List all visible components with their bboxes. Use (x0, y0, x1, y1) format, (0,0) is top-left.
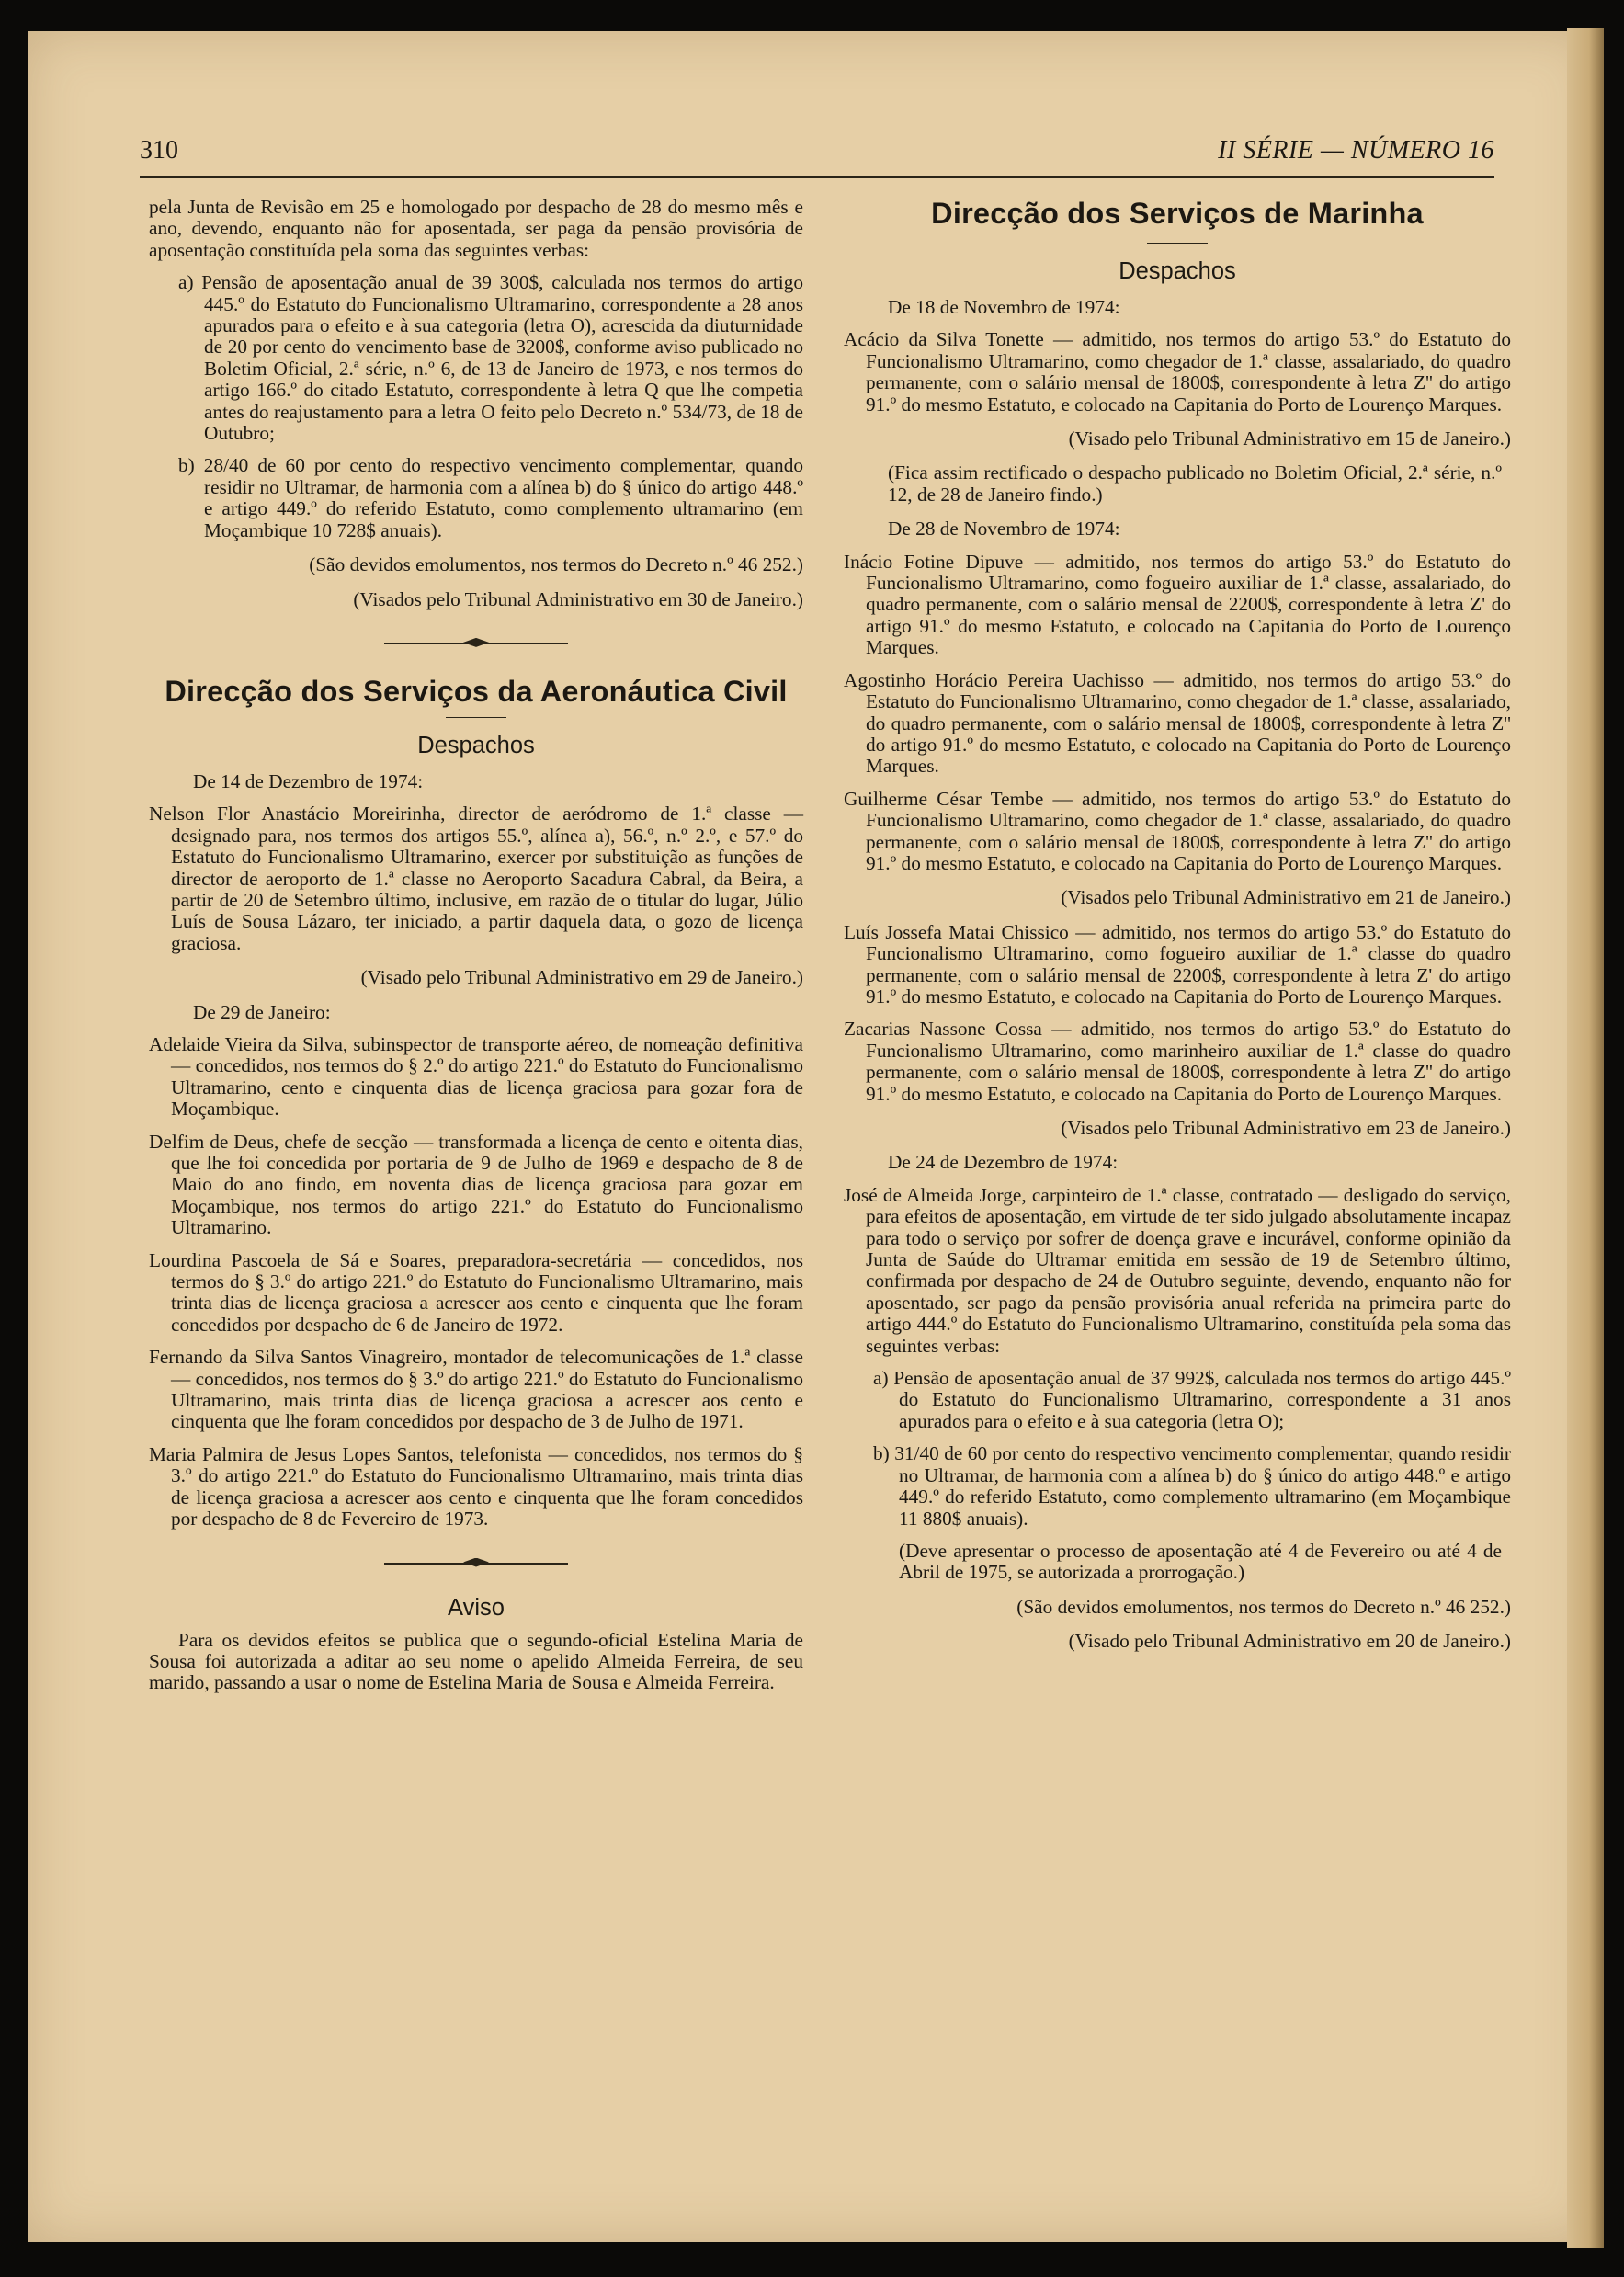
aviso-text: Para os devidos efeitos se publica que o segundo-oficial Estelina Maria de Sousa foi autorizada a aditar ao seu nome o apelido Almeida Ferreira, de seu marido, passando a usar o nome de Estelina Maria de Sousa e Almeida Ferreira. (149, 1628, 803, 1694)
despacho-entry: Maria Palmira de Jesus Lopes Santos, telefonista — concedidos, nos termos do § 3.º do artigo 221.º do Estatuto do Funcionalismo Ultramarino, mais trinta dias de licença graciosa a acrescer aos cento e cinquenta que lhe foram concedidos por despacho de 8 de Fevereiro de 1973. (149, 1442, 803, 1531)
date-line: De 18 de Novembro de 1974: (888, 296, 1120, 318)
despacho-entry: Fernando da Silva Santos Vinagreiro, montador de telecomunicações de 1.ª classe — concedidos, nos termos do § 3.º do artigo 221.º do Estatuto do Funcionalismo Ultramarino, mais trinta dias de licença graciosa a acrescer aos cento e cinquenta que lhe foram concedidos por despacho de 3 de Julho de 1971. (149, 1346, 803, 1433)
section-title-aeronautica: Direcção dos Serviços da Aeronáutica Civil (165, 674, 788, 708)
title-rule (1147, 243, 1208, 244)
despacho-entry: Inácio Fotine Dipuve — admitido, nos termos do artigo 53.º do Estatuto do Funcionalismo Ultramarino, como fogueiro auxiliar de 1.ª classe, assalariado, do quadro permanente, com o salário mensal de 2200$, correspondente à letra Z' do artigo 91.º do mesmo Estatuto, e colocado na Capitania do Porto de Lourenço Marques. (844, 550, 1511, 659)
deadline-note: (Deve apresentar o processo de aposentação até 4 de Fevereiro ou até 4 de Abril de 1975, se autorizada a prorrogação.) (899, 1539, 1502, 1584)
visado-note: (Visado pelo Tribunal Administrativo em 29 de Janeiro.) (360, 966, 803, 989)
visados-note: (Visados pelo Tribunal Administrativo em 30 de Janeiro.) (353, 587, 803, 610)
pension-intro: pela Junta de Revisão em 25 e homologado por despacho de 28 do mesmo mês e ano, devendo, enquanto não for aposentada, ser paga da pensão provisória de aposentação constituída pela soma das seguintes verbas: (149, 196, 803, 261)
despacho-entry: Guilherme César Tembe — admitido, nos termos do artigo 53.º do Estatuto do Funcionalismo Ultramarino, como chegador de 1.ª classe, assalariado, do quadro permanente, com o salário mensal de 1800$, correspondente à letra Z'' do artigo 91.º do mesmo Estatuto, e colocado na Capitania do Porto de Lourenço Marques. (844, 787, 1511, 874)
emolumentos-note: (São devidos emolumentos, nos termos do Decreto n.º 46 252.) (1016, 1595, 1511, 1618)
date-line: De 24 de Dezembro de 1974: (888, 1151, 1119, 1174)
visado-note: (Visado pelo Tribunal Administrativo em 15 de Janeiro.) (1068, 427, 1511, 450)
pension-item-b: b) 31/40 de 60 por cento do respectivo vencimento complementar, quando residir no Ultramar, de harmonia com a alínea b) do § único do artigo 448.º e artigo 449.º do referido Estatuto, como complemento ultramarino (em Moçambique 11 880$ anuais). (873, 1442, 1511, 1530)
pension-item-a: a) Pensão de aposentação anual de 37 992$, calculada nos termos do artigo 445.º do Estatuto do Funcionalismo Ultramarino, correspondente a 31 anos apurados para o efeito e à sua categoria (letra O); (873, 1367, 1511, 1432)
emolumentos-note: (São devidos emolumentos, nos termos do Decreto n.º 46 252.) (309, 553, 803, 576)
despacho-entry: Acácio da Silva Tonette — admitido, nos termos do artigo 53.º do Estatuto do Funcionalismo Ultramarino, como chegador de 1.ª classe, assalariado, do quadro permanente, com o salário mensal de 1800$, correspondente à letra Z'' do artigo 91.º do mesmo Estatuto, e colocado na Capitania do Porto de Lourenço Marques. (844, 328, 1511, 416)
pension-item-a: a) Pensão de aposentação anual de 39 300$, calculada nos termos do artigo 445.º do Estatuto do Funcionalismo Ultramarino, correspondente a 28 anos apurados para o efeito e à sua categoria (letra O), acrescida da diuturnidade de 20 por cento do vencimento base de 3200$, conforme aviso publicado no Boletim Oficial, 2.ª série, n.º 6, de 13 de Janeiro de 1973, e nos termos do artigo 166.º do citado Estatuto, correspondente à letra Q que lhe competia antes do reajustamento para a letra O feito pelo Decreto n.º 534/73, de 18 de Outubro; (178, 271, 803, 445)
visado-note: (Visado pelo Tribunal Administrativo em 20 de Janeiro.) (1068, 1630, 1511, 1653)
despacho-entry: Delfim de Deus, chefe de secção — transformada a licença de cento e oitenta dias, que lhe foi concedida por portaria de 9 de Julho de 1969 e despacho de 8 de Maio do ano findo, em noventa dias de licença graciosa para gozar em Moçambique, nos termos do artigo 221.º do Estatuto do Funcionalismo Ultramarino. (149, 1130, 803, 1239)
date-line: De 14 de Dezembro de 1974: (193, 769, 424, 792)
subsection-despachos: Despachos (1119, 258, 1236, 284)
left-column (149, 197, 803, 1705)
page-spine (1567, 28, 1604, 2248)
date-line: De 28 de Novembro de 1974: (888, 518, 1120, 541)
despacho-entry: Agostinho Horácio Pereira Uachisso — admitido, nos termos do artigo 53.º do Estatuto do Funcionalismo Ultramarino, como chegador de 1.ª classe, assalariado, do quadro permanente, com o salário mensal de 1800$, correspondente à letra Z'' do artigo 91.º do mesmo Estatuto, e colocado na Capitania do Porto de Lourenço Marques. (844, 668, 1511, 778)
page-number: 310 (140, 136, 178, 165)
despacho-entry: Nelson Flor Anastácio Moreirinha, director de aeródromo de 1.ª classe — designado para, nos termos dos artigos 55.º, alínea a), 56.º, n.º 2.º, e 57.º do Estatuto do Funcionalismo Ultramarino, exercer por substituição as funções de director de aeroporto de 1.ª classe no Aeroporto Sacadura Cabral, da Beira, a partir de 20 de Setembro último, inclusive, em razão de o titular do lugar, Júlio Luís de Sousa Lázaro, ter iniciado, a partir daquela data, o gozo de licença graciosa. (149, 803, 803, 954)
section-ornament (384, 1558, 568, 1569)
subsection-aviso: Aviso (448, 1594, 505, 1621)
despacho-entry: Adelaide Vieira da Silva, subinspector de transporte aéreo, de nomeação definitiva — concedidos, nos termos do § 2.º do artigo 221.º do Estatuto do Funcionalismo Ultramarino, cento e cinquenta dias de licença graciosa para gozar fora de Moçambique. (149, 1032, 803, 1121)
page-header (140, 134, 1494, 178)
despacho-entry: Luís Jossefa Matai Chissico — admitido, nos termos do artigo 53.º do Estatuto do Funcionalismo Ultramarino, como fogueiro auxiliar de 1.ª classe do quadro permanente, com o salário mensal de 2200$, correspondente à letra Z' do artigo 91.º do mesmo Estatuto, e colocado na Capitania do Porto de Lourenço Marques. (844, 920, 1511, 1008)
title-rule (446, 717, 506, 718)
despacho-entry: José de Almeida Jorge, carpinteiro de 1.ª classe, contratado — desligado do serviço, para efeitos de aposentação, em virtude de ter sido julgado absolutamente incapaz para todo o serviço por sofrer de doença grave e incurável, conforme opinião da Junta de Saúde do Ultramar emitida em sessão de 19 de Setembro último, confirmada por despacho de 24 de Outubro seguinte, devendo, enquanto não for aposentado, ser pago da pensão provisória anual referida na primeira parte do artigo 444.º do Estatuto do Funcionalismo Ultramarino, constituída pela soma das seguintes verbas: (844, 1183, 1511, 1357)
visados-note: (Visados pelo Tribunal Administrativo em 23 de Janeiro.) (1061, 1117, 1511, 1139)
despacho-entry: Lourdina Pascoela de Sá e Soares, preparadora-secretária — concedidos, nos termos do § 3.º do artigo 221.º do Estatuto do Funcionalismo Ultramarino, mais trinta dias de licença graciosa a acrescer aos cento e cinquenta que lhe foram concedidos por despacho de 6 de Janeiro de 1972. (149, 1248, 803, 1336)
date-line: De 29 de Janeiro: (193, 1000, 331, 1023)
pension-item-b: b) 28/40 de 60 por cento do respectivo vencimento complementar, quando residir no Ultramar, de harmonia com a alínea b) do § único do artigo 448.º e artigo 449.º do referido Estatuto, como complemento ultramarino (em Moçambique 10 728$ anuais). (178, 454, 803, 541)
despacho-entry: Zacarias Nassone Cossa — admitido, nos termos do artigo 53.º do Estatuto do Funcionalismo Ultramarino, como marinheiro auxiliar de 1.ª classe do quadro permanente, com o salário mensal de 1800$, correspondente à letra Z'' do artigo 91.º do mesmo Estatuto, e colocado na Capitania do Porto de Lourenço Marques. (844, 1018, 1511, 1105)
rectification-note: (Fica assim rectificado o despacho publicado no Boletim Oficial, 2.ª série, n.º 12, de 28 de Janeiro findo.) (888, 461, 1502, 506)
section-ornament (384, 638, 568, 649)
visados-note: (Visados pelo Tribunal Administrativo em 21 de Janeiro.) (1061, 886, 1511, 909)
series-number: II SÉRIE — NÚMERO 16 (1218, 136, 1494, 165)
right-column (844, 197, 1511, 1666)
section-title-marinha: Direcção dos Serviços de Marinha (931, 197, 1424, 230)
subsection-despachos: Despachos (417, 732, 535, 758)
